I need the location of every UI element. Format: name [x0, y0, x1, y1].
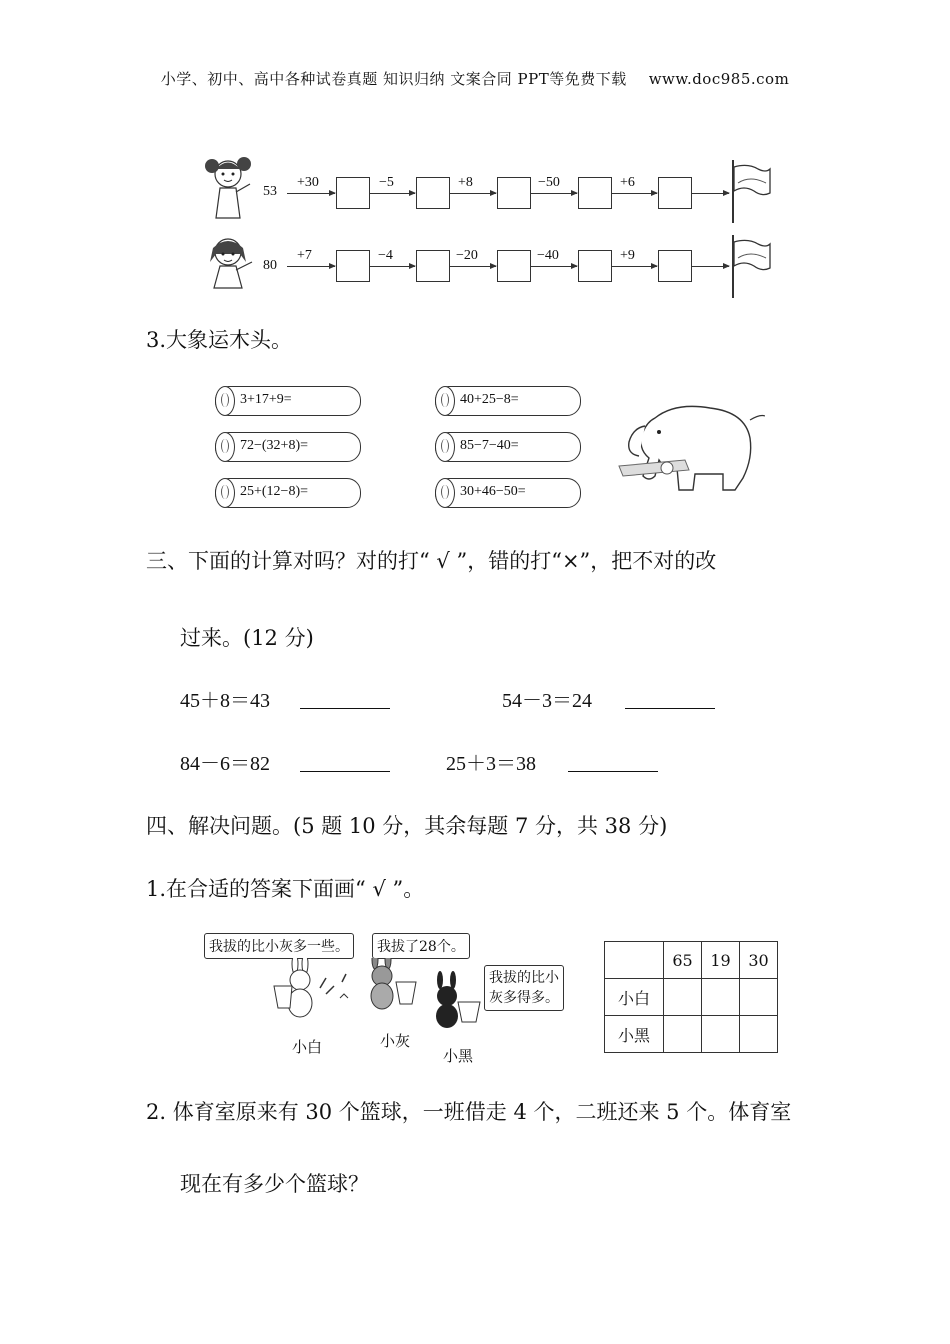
answer-box[interactable]	[497, 250, 531, 282]
bubble3-line1: 我拔的比小	[489, 970, 559, 986]
flag-icon	[728, 230, 773, 300]
speech-bubble-xiaohui: 我拔了28个。	[372, 933, 470, 959]
answer-blank[interactable]	[300, 708, 390, 709]
answer-box[interactable]	[416, 177, 450, 209]
answer-table	[604, 941, 778, 1053]
chain1-op5: +6	[620, 175, 635, 190]
answer-blank[interactable]	[625, 708, 715, 709]
equation-1: 45＋8＝43	[180, 690, 270, 712]
log-expression: 85−7−40=	[460, 438, 519, 453]
table-cell[interactable]	[740, 1016, 778, 1053]
page-header	[0, 68, 950, 89]
chain1-op4: −50	[538, 175, 560, 190]
equation-3: 84－6＝82	[180, 753, 270, 775]
log-expression: 3+17+9=	[240, 392, 292, 407]
answer-blank[interactable]	[300, 771, 390, 772]
answer-box[interactable]	[416, 250, 450, 282]
answer-box[interactable]	[336, 177, 370, 209]
section3-instruction-line1: 三、下面的计算对吗？对的打“ √ ”，错的打“×”，把不对的改	[146, 549, 717, 573]
log-expression: 72−(32+8)=	[240, 438, 309, 453]
log-expression: 25+(12−8)=	[240, 484, 309, 499]
section4-title: 四、解决问题。(5 题 10 分，其余每题 7 分，共 38 分)	[146, 814, 668, 838]
q1-title: 1.在合适的答案下面画“ √ ”。	[146, 877, 425, 901]
table-cell[interactable]	[702, 979, 740, 1016]
chain1-start: 53	[263, 184, 277, 199]
log-right-2	[435, 432, 581, 462]
answer-box[interactable]	[336, 250, 370, 282]
girl-illustration-2	[198, 232, 258, 302]
table-cell[interactable]	[664, 979, 702, 1016]
chain2-op2: −4	[378, 248, 393, 263]
q2-line2: 现在有多少个篮球？	[180, 1172, 369, 1196]
log-left-3	[215, 478, 361, 508]
chain1-op1: +30	[297, 175, 319, 190]
table-cell[interactable]	[740, 979, 778, 1016]
table-corner	[605, 942, 664, 979]
table-cell[interactable]	[702, 1016, 740, 1053]
table-row-header: 小白	[605, 979, 664, 1016]
answer-box[interactable]	[497, 177, 531, 209]
speech-bubble-xiaobai: 我拔的比小灰多一些。	[204, 933, 354, 959]
table-col-header: 19	[702, 942, 740, 979]
rabbit-name-xiaobai: 小白	[292, 1038, 323, 1056]
rabbit-name-xiaohui: 小灰	[380, 1032, 411, 1050]
elephant-illustration	[615, 398, 765, 498]
equation-2: 54－3＝24	[502, 690, 592, 712]
chain2-op4: −40	[537, 248, 559, 263]
flag-icon	[728, 155, 773, 225]
rabbits-illustration	[270, 958, 485, 1033]
log-expression: 40+25−8=	[460, 392, 519, 407]
rabbit-name-xiaohei: 小黑	[443, 1047, 474, 1065]
log-left-2	[215, 432, 361, 462]
chain1-op3: +8	[458, 175, 473, 190]
log-left-1	[215, 386, 361, 416]
answer-box[interactable]	[658, 250, 692, 282]
answer-box[interactable]	[658, 177, 692, 209]
log-right-3	[435, 478, 581, 508]
chain1-op2: −5	[379, 175, 394, 190]
equation-4: 25＋3＝38	[446, 753, 536, 775]
girl-illustration-1	[198, 152, 258, 222]
answer-box[interactable]	[578, 250, 612, 282]
table-col-header: 30	[740, 942, 778, 979]
chain2-op3: −20	[456, 248, 478, 263]
q3-title: 3.大象运木头。	[146, 328, 293, 352]
bubble3-line2: 灰多得多。	[489, 990, 559, 1006]
chain2-op5: +9	[620, 248, 635, 263]
table-row-header: 小黑	[605, 1016, 664, 1053]
header-url[interactable]: www.doc985.com	[648, 70, 790, 88]
answer-blank[interactable]	[568, 771, 658, 772]
table-cell[interactable]	[664, 1016, 702, 1053]
log-expression: 30+46−50=	[460, 484, 526, 499]
chain2-start: 80	[263, 258, 277, 273]
header-text: 小学、初中、高中各种试卷真题 知识归纳 文案合同 PPT等免费下载	[160, 70, 627, 88]
section3-instruction-line2: 过来。(12 分)	[180, 626, 314, 650]
q2-line1: 2. 体育室原来有 30 个篮球，一班借走 4 个，二班还来 5 个。体育室	[146, 1100, 792, 1124]
chain2-op1: +7	[297, 248, 312, 263]
log-right-1	[435, 386, 581, 416]
table-col-header: 65	[664, 942, 702, 979]
speech-bubble-xiaohei	[484, 965, 564, 1011]
answer-box[interactable]	[578, 177, 612, 209]
